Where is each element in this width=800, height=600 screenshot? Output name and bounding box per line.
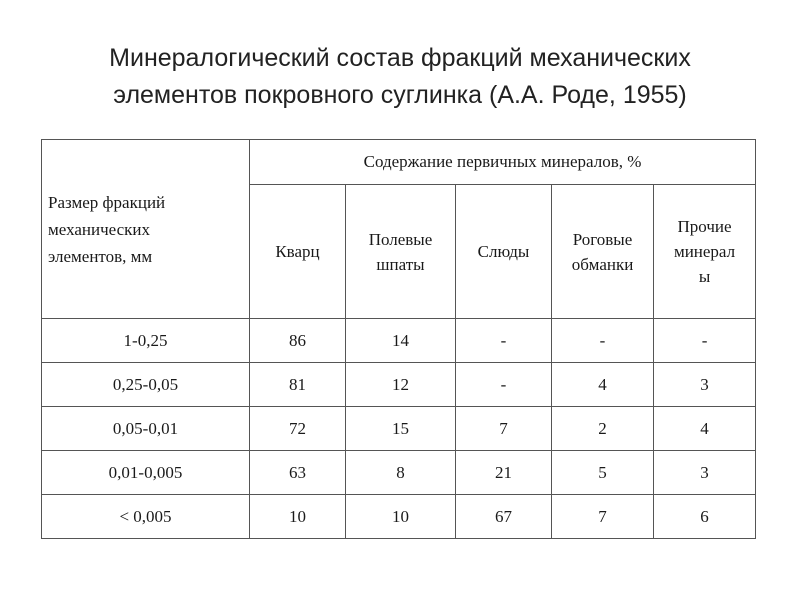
hornblendes-cell: -	[552, 319, 654, 363]
column-header-feldspars	[346, 185, 456, 319]
column-header-micas	[456, 185, 552, 319]
quartz-cell: 10	[250, 495, 346, 539]
table-row	[42, 495, 756, 539]
table-row	[42, 451, 756, 495]
feldspars-cell: 10	[346, 495, 456, 539]
column-header-quartz	[250, 185, 346, 319]
column-header-line: ы	[698, 267, 711, 286]
micas-cell: 67	[456, 495, 552, 539]
table-row	[42, 407, 756, 451]
fraction-size-header-line: элементов, мм	[48, 246, 153, 266]
other-minerals-cell: 3	[654, 451, 756, 495]
column-header-line: Слюды	[477, 242, 530, 261]
other-minerals-cell: 4	[654, 407, 756, 451]
column-header-line: шпаты	[376, 254, 425, 274]
column-header-line: Полевые	[368, 229, 433, 249]
micas-cell: -	[456, 363, 552, 407]
hornblendes-cell: 7	[552, 495, 654, 539]
feldspars-cell: 8	[346, 451, 456, 495]
slide-title	[0, 40, 800, 114]
feldspars-cell: 14	[346, 319, 456, 363]
column-header-line: минерал	[673, 242, 736, 261]
quartz-cell: 81	[250, 363, 346, 407]
slide-title-line-2: элементов покровного суглинка (А.А. Роде, 1955)	[113, 81, 687, 109]
column-header-line: Прочие	[677, 217, 732, 236]
slide-title-line-1: Минералогический состав фракций механических	[109, 44, 691, 72]
fraction-size-cell: 1-0,25	[42, 319, 250, 363]
feldspars-cell: 12	[346, 363, 456, 407]
fraction-size-cell: 0,01-0,005	[42, 451, 250, 495]
other-minerals-cell: 3	[654, 363, 756, 407]
fraction-size-header-line: механических	[48, 219, 151, 239]
table-row	[42, 363, 756, 407]
hornblendes-cell: 5	[552, 451, 654, 495]
minerals-table	[41, 139, 756, 539]
column-header-line: обманки	[571, 254, 634, 274]
micas-cell: 21	[456, 451, 552, 495]
fraction-size-cell: 0,25-0,05	[42, 363, 250, 407]
fraction-size-header	[42, 140, 250, 319]
column-header-hornblendes	[552, 185, 654, 319]
column-header-other-minerals	[654, 185, 756, 319]
hornblendes-cell: 2	[552, 407, 654, 451]
mineral-content-header: Содержание первичных минералов, %	[250, 140, 756, 185]
other-minerals-cell: -	[654, 319, 756, 363]
micas-cell: -	[456, 319, 552, 363]
fraction-size-cell: < 0,005	[42, 495, 250, 539]
fraction-size-header-line: Размер фракций	[48, 192, 166, 212]
column-header-line: Кварц	[275, 242, 320, 261]
hornblendes-cell: 4	[552, 363, 654, 407]
micas-cell: 7	[456, 407, 552, 451]
column-header-line: Роговые	[572, 229, 633, 249]
table-row	[42, 319, 756, 363]
feldspars-cell: 15	[346, 407, 456, 451]
other-minerals-cell: 6	[654, 495, 756, 539]
quartz-cell: 72	[250, 407, 346, 451]
fraction-size-cell: 0,05-0,01	[42, 407, 250, 451]
quartz-cell: 86	[250, 319, 346, 363]
quartz-cell: 63	[250, 451, 346, 495]
